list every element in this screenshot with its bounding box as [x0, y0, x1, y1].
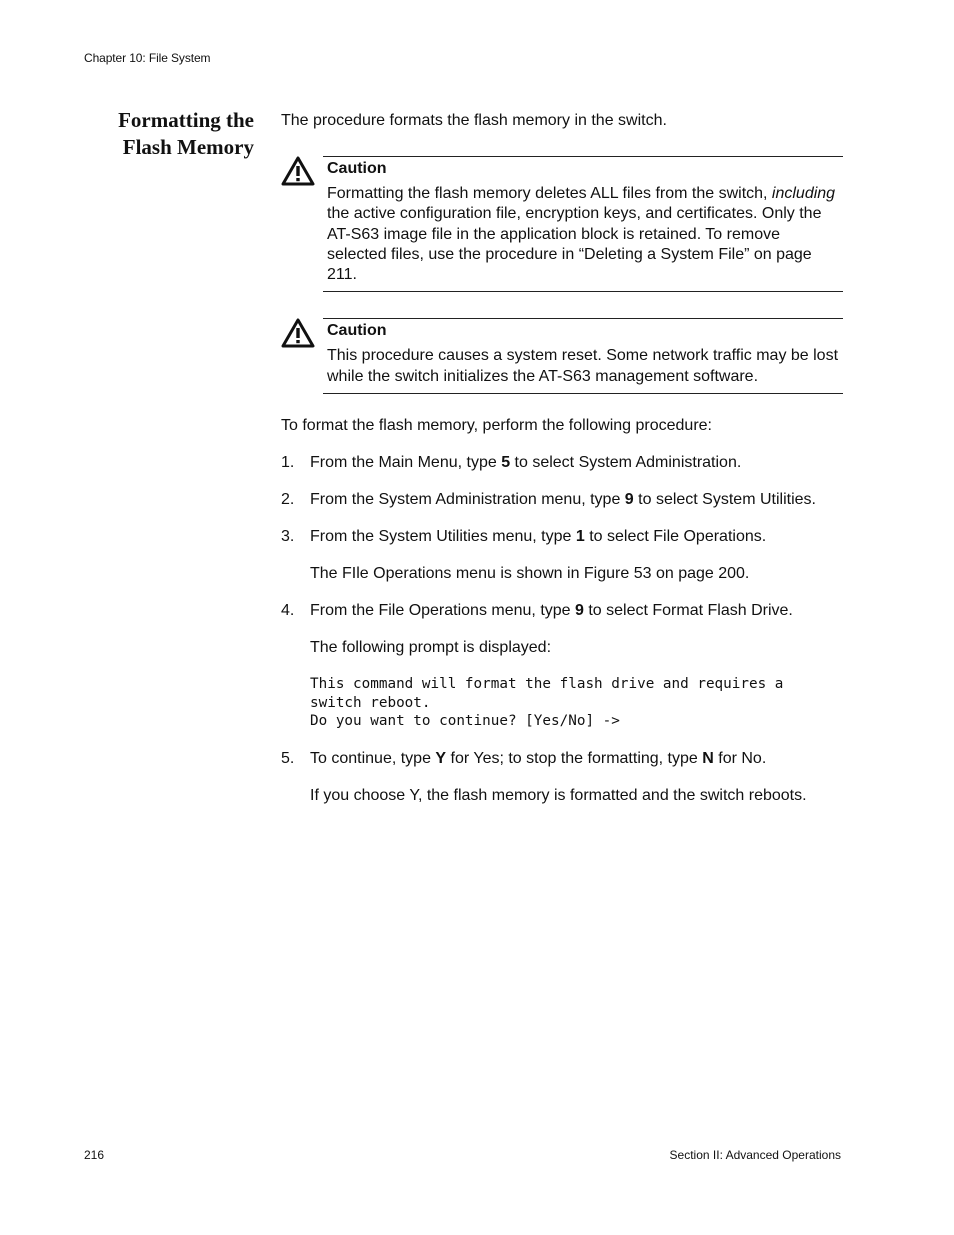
running-header: Chapter 10: File System [84, 51, 211, 65]
step-number: 3. [281, 528, 295, 546]
prompt-code-block [281, 675, 843, 731]
step-key: 1 [575, 528, 585, 546]
step-3-note: The FIle Operations menu is shown in Figure 53 on page 200. [310, 565, 750, 583]
prompt-line: Do you want to continue? [Yes/No] -> [310, 713, 620, 730]
list-item [281, 527, 843, 547]
step-number: 4. [281, 602, 295, 620]
intro-paragraph: The procedure formats the flash memory in the switch. [281, 112, 667, 129]
step-key: 9 [624, 491, 634, 509]
step-text: to select System Administration. [510, 454, 742, 472]
step-text: for Yes; to stop the formatting, type [446, 749, 703, 767]
step-text: From the Main Menu, type [310, 454, 502, 472]
step-number: 2. [281, 491, 295, 509]
step-text: to select System Utilities. [633, 491, 816, 509]
step-key: 9 [575, 602, 584, 620]
caution-body [327, 184, 843, 285]
warning-triangle-icon [281, 318, 315, 348]
caution-block-1 [281, 156, 843, 292]
step-number: 1. [281, 454, 295, 472]
caution-body: This procedure causes a system reset. Some network traffic may be lost while the switch initializes the AT-S63 management software. [327, 347, 839, 385]
step-5-note: If you choose Y, the flash memory is formatted and the switch reboots. [310, 786, 807, 804]
step-text: for No. [713, 749, 767, 767]
step-number: 5. [281, 749, 295, 767]
step-key: 5 [501, 454, 511, 472]
caution-title: Caution [327, 160, 387, 177]
step-text: From the System Administration menu, type [310, 491, 625, 509]
step-text: to select File Operations. [584, 528, 767, 546]
prompt-line: switch reboot. [310, 694, 431, 711]
running-footer: Section II: Advanced Operations [669, 1148, 841, 1162]
step-key: N [702, 749, 714, 767]
prompt-line: This command will format the flash drive and requires a [310, 676, 784, 693]
step-key: Y [435, 749, 447, 767]
step-4-note: The following prompt is displayed: [310, 639, 552, 657]
step-text: to select Format Flash Drive. [583, 602, 793, 620]
caution-body-emphasis: including [771, 185, 836, 202]
procedure-intro: To format the flash memory, perform the following procedure: [281, 417, 712, 435]
section-heading [80, 107, 254, 161]
list-item [281, 601, 843, 621]
procedure-steps [281, 453, 843, 806]
caution-title: Caution [327, 322, 387, 340]
page-number: 216 [84, 1148, 105, 1162]
caution-body-text: Formatting the flash memory deletes ALL files from the switch, [327, 185, 772, 202]
section-heading-line-2: Flash Memory [122, 135, 254, 159]
section-heading-line-1: Formatting the [118, 108, 254, 132]
list-item [281, 453, 843, 473]
list-item [281, 490, 843, 510]
main-content [281, 111, 843, 823]
caution-box-2 [323, 318, 843, 394]
warning-triangle-icon [281, 156, 315, 186]
step-text: From the File Operations menu, type [310, 602, 575, 620]
step-text: To continue, type [310, 749, 436, 767]
step-text: From the System Utilities menu, type [310, 528, 576, 546]
caution-body-text: the active configuration file, encryption keys, and certificates. Only the AT-S63 image file in the application block is retained. To remove selected files, use the procedure in “Deleting a System File” on page 211. [327, 205, 822, 284]
caution-block-2 [281, 318, 843, 394]
caution-box-1 [323, 156, 843, 292]
list-item [281, 749, 843, 769]
